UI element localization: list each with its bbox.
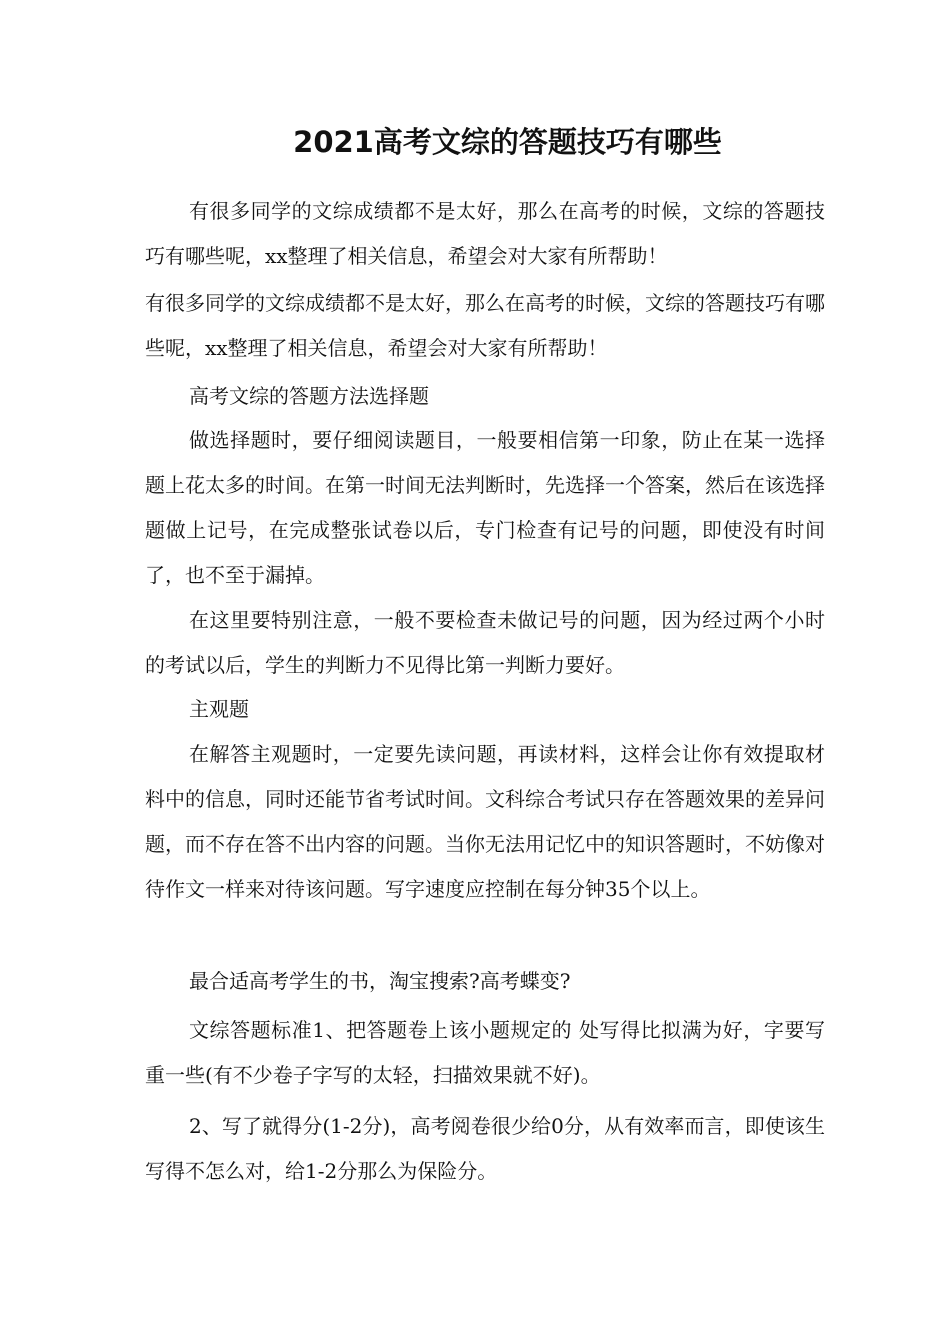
document-title: 2021高考文综的答题技巧有哪些 bbox=[293, 125, 722, 159]
section-heading-subjective: 主观题 bbox=[189, 697, 249, 721]
standard-paragraph-2: 2、写了就得分(1-2分)，高考阅卷很少给0分，从有效率而言，即使该生写得不怎么对，给1-2分那么为保险分。 bbox=[145, 1114, 825, 1183]
intro-paragraph-repeat: 有很多同学的文综成绩都不是太好，那么在高考的时候，文综的答题技巧有哪些呢，xx整理了相关信息，希望会对大家有所帮助！ bbox=[145, 291, 825, 360]
book-recommendation: 最合适高考学生的书，淘宝搜索?高考蝶变? bbox=[189, 969, 571, 993]
choice-paragraph-2: 在这里要特别注意，一般不要检查未做记号的问题，因为经过两个小时的考试以后，学生的判断力不见得比第一判断力要好。 bbox=[145, 608, 825, 677]
intro-paragraph: 有很多同学的文综成绩都不是太好，那么在高考的时候，文综的答题技巧有哪些呢，xx整理了相关信息，希望会对大家有所帮助！ bbox=[145, 199, 825, 268]
section-heading-choice: 高考文综的答题方法选择题 bbox=[189, 384, 429, 408]
standard-paragraph-1: 文综答题标准1、把答题卷上该小题规定的 处写得比拟满为好，字要写重一些(有不少卷子字写的太轻，扫描效果就不好)。 bbox=[145, 1018, 825, 1087]
choice-paragraph-1: 做选择题时，要仔细阅读题目，一般要相信第一印象，防止在某一选择题上花太多的时间。在第一时间无法判断时，先选择一个答案，然后在该选择题做上记号，在完成整张试卷以后，专门检查有记号的问题，即使没有时间了，也不至于漏掉。 bbox=[145, 428, 825, 587]
subjective-paragraph: 在解答主观题时，一定要先读问题，再读材料，这样会让你有效提取材料中的信息，同时还能节省考试时间。文科综合考试只存在答题效果的差异问题，而不存在答不出内容的问题。当你无法用记忆中的知识答题时，不妨像对待作文一样来对待该问题。写字速度应控制在每分钟35个以上。 bbox=[145, 742, 825, 901]
